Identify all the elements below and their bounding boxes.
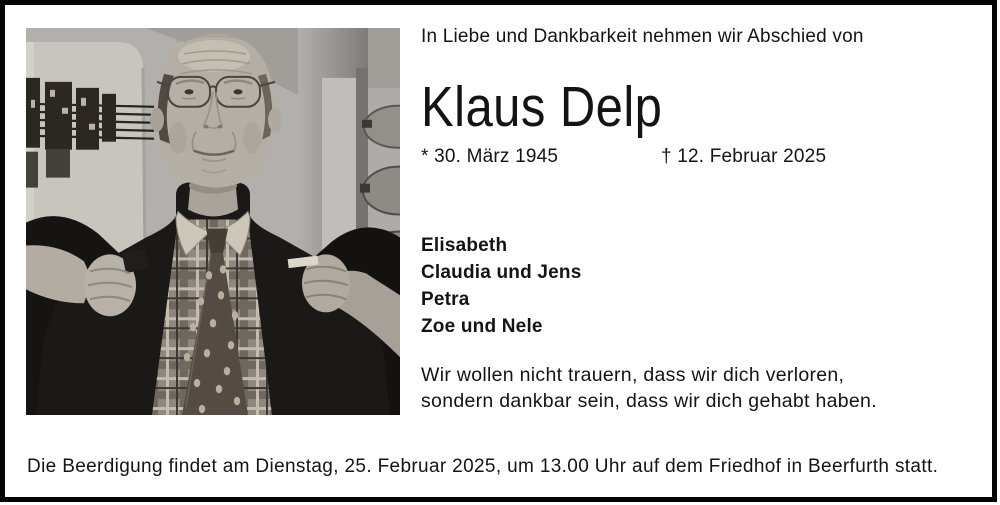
- death-date: † 12. Februar 2025: [661, 146, 827, 167]
- quote-line: Wir wollen nicht trauern, dass wir dich verloren,: [421, 364, 845, 386]
- mourner-name: Petra: [421, 289, 470, 310]
- mourner-name: Elisabeth: [421, 235, 508, 256]
- mourner-name: Zoe und Nele: [421, 316, 543, 337]
- deceased-name: Klaus Delp: [421, 75, 663, 139]
- mourners-list: [421, 232, 582, 340]
- farewell-quote: [421, 362, 877, 414]
- quote-line: sondern dankbar sein, dass wir dich gehabt haben.: [421, 390, 877, 412]
- funeral-details: Die Beerdigung findet am Dienstag, 25. Februar 2025, um 13.00 Uhr auf dem Friedhof in Beerfurth statt.: [27, 456, 939, 477]
- portrait-illustration: [26, 28, 400, 415]
- mourner-name: Claudia und Jens: [421, 262, 582, 283]
- portrait-photo: [26, 28, 400, 415]
- intro-line: In Liebe und Dankbarkeit nehmen wir Abschied von: [421, 26, 864, 47]
- life-dates: [421, 146, 826, 168]
- birth-date: * 30. März 1945: [421, 146, 559, 167]
